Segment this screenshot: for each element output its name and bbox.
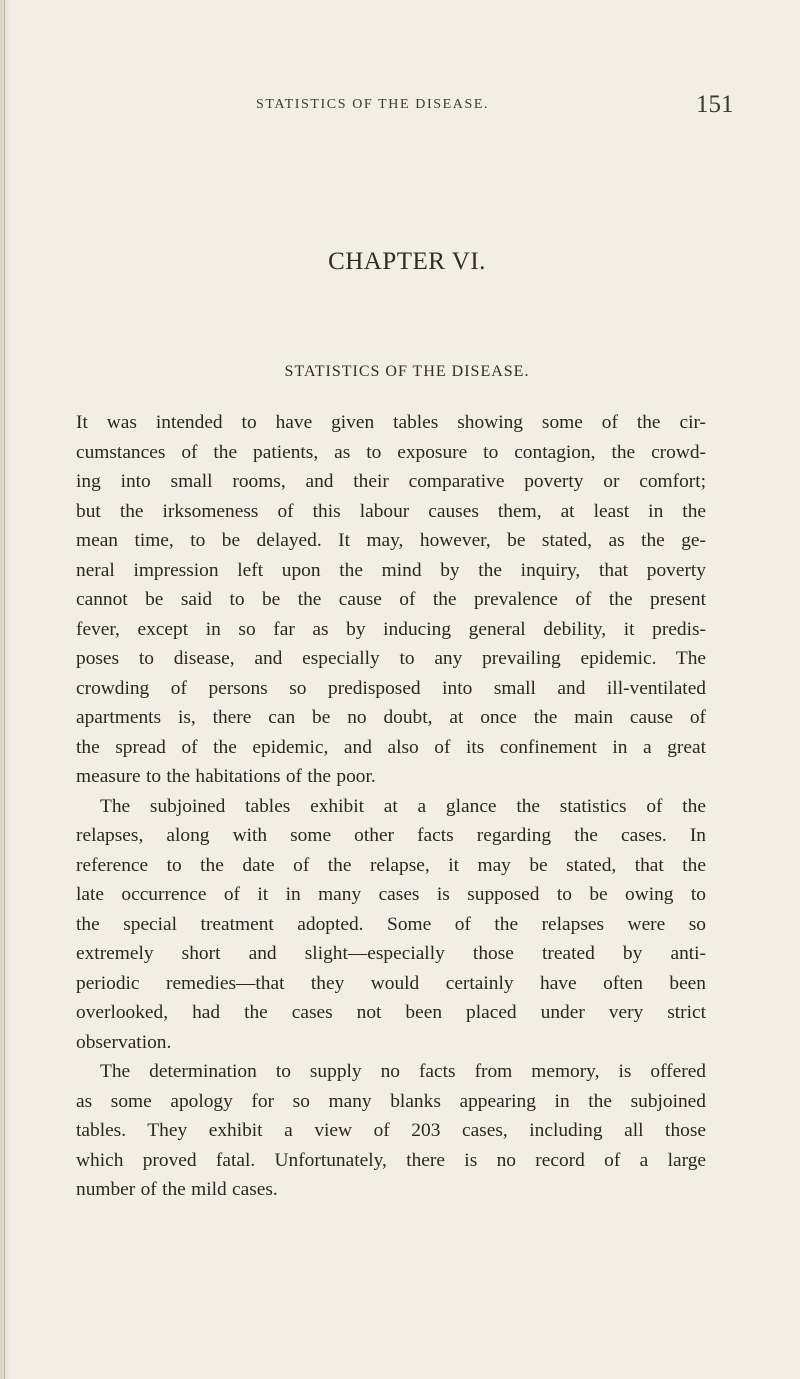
text-line: the special treatment adopted. Some of the relapses were so: [76, 913, 706, 935]
text-line: the spread of the epidemic, and also of its confinement in a great: [76, 736, 706, 758]
text-line: fever, except in so far as by inducing general debility, it predis-: [76, 618, 706, 640]
text-line: relapses, along with some other facts regarding the cases. In: [76, 825, 706, 846]
text-line: The subjoined tables exhibit at a glance the statistics of the: [100, 795, 706, 817]
paragraph: [76, 792, 706, 1058]
text-line: poses to disease, and especially to any prevailing epidemic. The: [76, 648, 706, 669]
text-line: observation.: [76, 1031, 172, 1053]
paragraph: [76, 1057, 706, 1205]
text-line: cumstances of the patients, as to exposure to contagion, the crowd-: [76, 441, 706, 463]
running-title: STATISTICS OF THE DISEASE.: [256, 97, 490, 112]
page-number: 151: [696, 91, 734, 118]
text-line: mean time, to be delayed. It may, however, be stated, as the ge-: [76, 530, 706, 551]
text-line: tables. They exhibit a view of 203 cases, including all those: [76, 1120, 706, 1141]
text-line: reference to the date of the relapse, it may be stated, that the: [76, 854, 706, 876]
section-title: STATISTICS OF THE DISEASE.: [284, 363, 530, 380]
paragraph: [76, 408, 706, 792]
text-line: apartments is, there can be no doubt, at once the main cause of: [76, 707, 706, 728]
text-line: number of the mild cases.: [76, 1179, 278, 1200]
text-line: ing into small rooms, and their comparative poverty or comfort;: [76, 471, 706, 492]
text-line: periodic remedies—that they would certainly have often been: [76, 972, 706, 994]
text-line: which proved fatal. Unfortunately, there is no record of a large: [76, 1149, 706, 1171]
text-line: late occurrence of it in many cases is supposed to be owing to: [76, 884, 706, 905]
page-gutter: [0, 0, 10, 1379]
body-text: [76, 408, 706, 1205]
text-line: cannot be said to be the cause of the prevalence of the present: [76, 589, 706, 610]
text-line: neral impression left upon the mind by the inquiry, that poverty: [76, 559, 706, 581]
text-line: measure to the habitations of the poor.: [76, 766, 376, 787]
text-line: but the irksomeness of this labour causes them, at least in the: [76, 500, 706, 522]
text-line: The determination to supply no facts from memory, is offered: [100, 1061, 706, 1082]
text-line: as some apology for so many blanks appearing in the subjoined: [76, 1090, 706, 1112]
chapter-title: CHAPTER VI.: [328, 248, 486, 275]
text-line: overlooked, had the cases not been placed under very strict: [76, 1002, 706, 1023]
text-line: It was intended to have given tables showing some of the cir-: [76, 412, 706, 433]
text-line: crowding of persons so predisposed into small and ill-ventilated: [76, 677, 706, 699]
running-head: [0, 91, 800, 121]
text-line: extremely short and slight—especially those treated by anti-: [76, 943, 706, 964]
gutter-line: [4, 0, 5, 1379]
